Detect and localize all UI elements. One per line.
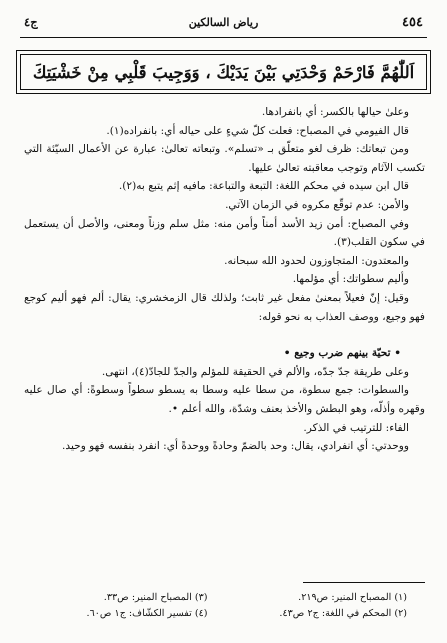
page-header [24,10,423,34]
verse-gap [24,326,425,344]
volume-label: ج٤ [24,15,38,29]
banner-text: اَللّٰهُمَّ فَارْحَمْ وَحْدَتِي بَيْنَ يَدَيْكَ ، وَوَجِيبَ قَلْبِي مِنْ خَشْيَتِكَ [32,62,415,82]
footnote-1: (١) المصباح المنير: ص٢١٩. [298,592,407,603]
paragraph: وقيل: إنّ فعيلاً بمعنىٰ مفعل غير ثابت؛ ولذلك قال الزمخشري: يقال: ألم فهو أليم كوجع فهو وجيع، ووصف العذاب به نحو قوله: [24,291,425,323]
footnote-2: (٢) المحكم في اللغة: ج٢ ص٤٣. [279,608,407,619]
paragraph: وأليم سطواتك: أي مؤلمها. [292,273,409,286]
footnote-4: (٤) تفسير الكشّاف: ج١ ص٦٠. [86,608,208,619]
footnote-separator [303,582,425,583]
paragraph: وعلىٰ حيالها بالكسر: أي بانفرادها. [261,106,409,118]
paragraph: وفي المصباح: أمن زيد الأسد أمناً وأمن منه: مثل سلم وزناً ومعنى، والأصل أن يستعمل في سكون القلب(٣). [24,217,425,249]
paragraph: ووحدتي: أي انفرادي، يقال: وحد بالضمّ وحادةً ووحدةً أي: انفرد بنفسه فهو وحيد. [62,440,409,453]
supplication-banner [16,50,431,94]
page-number: ٤٥٤ [402,14,423,30]
verse-line: • تحيّة بينهم ضرب وجيع • [283,347,401,360]
book-title: رياض السالكين [188,15,259,29]
header-rule [20,37,427,38]
paragraph: والمعتدون: المتجاوزون لحدود الله سبحانه. [224,254,409,267]
footnotes [24,590,423,622]
paragraph: قال الفيومي في المصباح: فعلت كلّ شيءٍ على حياله أي: بانفراده(١). [106,124,409,137]
paragraph: ومن تبعاتك: ظرف لغو متعلّق بـ «تسلم». وتبعاته تعالىٰ: عبارة عن الأعمال السيّئة التي تكسب الآثام وتوجب معاقبته تعالىٰ عليها. [24,143,425,174]
footnote-3: (٣) المصباح المنير: ص٣٣. [103,592,208,603]
paragraph: والسطوات: جمع سطوة، من سطا عليه وسطا به يسطو سطواً وسطوةً: أي صال عليه وقهره وأذلّه، وهو البطش والأخذ بعنف وشدّة، والله أعلم •. [24,384,425,415]
paragraph: قال ابن سيده في محكم اللغة: التبعة والتباعة: مافيه إثم يتبع به(٢). [118,180,409,193]
paragraph: والأمن: عدم توقّع مكروه في الزمان الآتي. [225,198,409,211]
paragraph: الفاء: للترتيب في الذكر. [303,421,409,434]
paragraph: وعلى طريقة جدّ جدّه، والألم في الحقيقة للمؤلم والجدّ للجادّ(٤)، انتهى. [101,365,409,378]
commentary-body [24,103,425,456]
